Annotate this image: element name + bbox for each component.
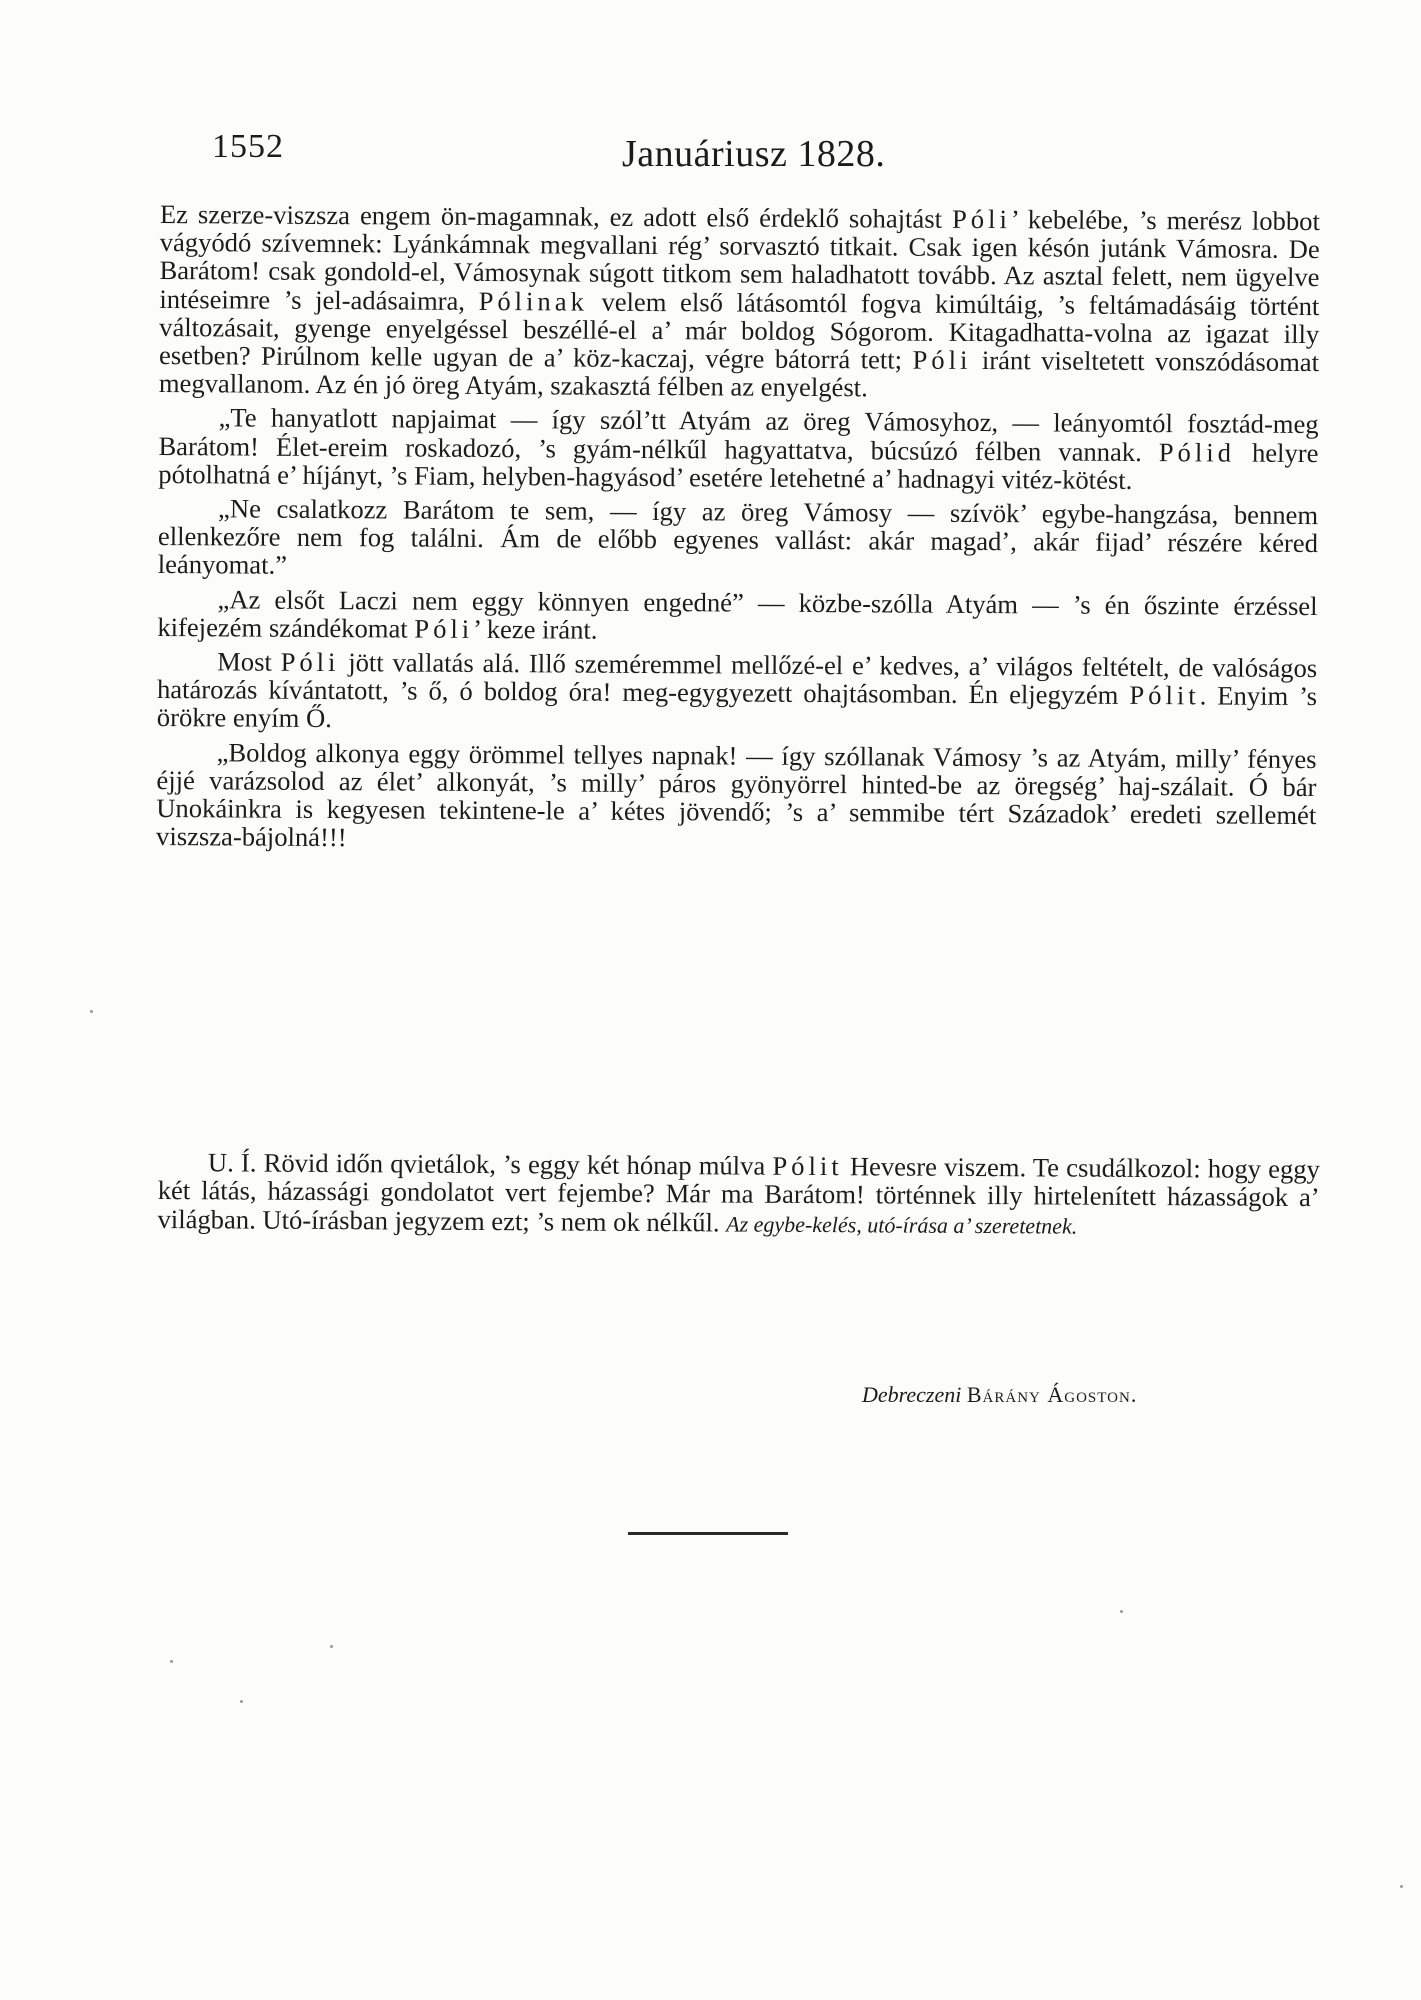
paragraph-5-text-c: . Enyim ’s örökre enyím Ő.	[156, 680, 1318, 734]
paragraph-5	[157, 647, 1317, 739]
closing-rule	[628, 1532, 788, 1535]
postscript-paragraph	[157, 1148, 1320, 1242]
print-speckle	[240, 1700, 243, 1703]
paragraph-1	[159, 200, 1320, 405]
paragraph-2-text-a: „Te hanyatlott napjaimat — így szól’tt Atyám az öreg Vámosyhoz, — leányomtól fosztád-meg Barátom! Élet-ereim roskadozó, ’s gyám-nélkűl hagyattatva, búcsúzó félben vannak.	[158, 402, 1319, 467]
paragraph-4-text-b: ’ keze iránt.	[473, 613, 598, 645]
paragraph-4	[157, 585, 1317, 648]
print-speckle	[170, 1660, 173, 1663]
name-poli: Póli	[951, 203, 1011, 235]
postscript	[157, 1148, 1320, 1242]
postscript-italic: Az egybe-kelés, utó-írása a’ szeretetnek.	[726, 1211, 1078, 1239]
signature	[862, 1382, 1137, 1408]
print-speckle	[330, 1645, 333, 1648]
signature-name: Bárány Ágoston.	[966, 1382, 1138, 1407]
postscript-text-b: Hevesre viszem. Te csudálkozol: hogy eggy két látás, házassági gondolatot vert fejembe? Már ma Barátom! történnek illy hirtelenített házasságok a’ világban. Utó-írásban jegyzem ezt; ’s nem ok nélkűl.	[157, 1151, 1320, 1238]
name-polid: Pólid	[1158, 436, 1236, 468]
page-number: 1552	[212, 128, 284, 165]
paragraph-1-text-a: Ez szerze-viszsza engem ön-magamnak, ez adott első érdeklő sohajtást	[159, 199, 953, 234]
paragraph-5-text-a: Most	[217, 646, 281, 677]
paragraph-2-text-b: helyre pótolhatná e’ híjányt, ’s Fiam, helyben-hagyásod’ esetére letehetné a’ hadnagyi vitéz-kötést.	[158, 437, 1319, 495]
print-speckle	[1400, 1885, 1403, 1888]
postscript-text-a: U. Í. Rövid időn qvietálok, ’s eggy két hónap múlva	[207, 1147, 773, 1181]
paragraph-6: „Boldog alkonya eggy örömmel tellyes napnak! — így szóllanak Vámosy ’s az Atyám, milly’ fényes éjjé varázsolod az élet’ alkonyát, ’s milly’ páros gyönyörrel hinted-be az öregség’ haj-szálait. Ó bár Unokáinkra is kegyesen tekintene-le a’ kétes jövendő; ’s a’ semmibe tért Századok’ eredeti szellemét viszsza-bájolná!!!	[156, 737, 1317, 853]
running-title: Januáriusz 1828.	[622, 133, 886, 175]
name-polit: Pólit	[1129, 680, 1200, 711]
paragraph-4-text-a: „Az elsőt Laczi nem eggy könnyen engedné” — közbe-szólla Atyám — ’s én őszinte érzéssel kifejezém szándékomat	[157, 584, 1318, 644]
print-speckle	[1120, 1610, 1123, 1613]
paragraph-1-text-d: iránt viseltetett vonszódásomat megvallanom. Az én jó öreg Atyám, szakasztá félben az enyelgést.	[158, 344, 1320, 403]
paragraph-3: „Ne csalatkozz Barátom te sem, — így az öreg Vámosy — szívök’ egybe-hangzása, bennem ellenkezőre nem fog találni. Ám de előbb egyenes vallást: akár magad’, akár fijad’ részére kéred leányomat.”	[157, 493, 1319, 581]
page-header	[212, 128, 1312, 188]
paragraph-5-text-b: jött vallatás alá. Illő szeméremmel mellőzé-el e’ kedves, a’ világos feltételt, de valóságos határozás kívántatott, ’s ő, ó boldog óra! meg-egygyezett ohajtásomban. Én eljegyzém	[156, 647, 1318, 711]
article-body	[156, 200, 1320, 864]
paragraph-2	[158, 403, 1318, 495]
name-poli: Póli	[912, 344, 972, 375]
name-poli: Póli	[280, 646, 340, 678]
paragraph-1-text-c: velem első látásomtól fogva kimúltáig, ’s feltámadásáig történt változásait, gyenge enyelgéssel beszéllé-el a’ már boldog Sógorom. Kitagadhatta-volna az igazat illy esetben? Pirúlnom kelle ugyan de a’ köz-kaczaj, végre bátorrá tett;	[158, 286, 1320, 375]
paragraph-1-text-b: ’ kebelébe, ’s merész lobbot vágyódó szívemnek: Lyánkámnak megvallani rég’ sorvasztó titkait. Csak igen késón jutánk Vámosra. De Barátom! csak gondold-el, Vámosynak súgott titkom sem haladhatott tovább. Az asztal felett, nem ügyelve intéseimre ’s jel-adásaimra,	[159, 204, 1320, 316]
name-poli: Póli	[414, 613, 474, 644]
print-speckle	[90, 1010, 93, 1013]
name-polinak: Pólinak	[478, 285, 588, 317]
signature-place: Debreczeni	[862, 1382, 962, 1407]
name-polit: Pólit	[772, 1150, 843, 1182]
